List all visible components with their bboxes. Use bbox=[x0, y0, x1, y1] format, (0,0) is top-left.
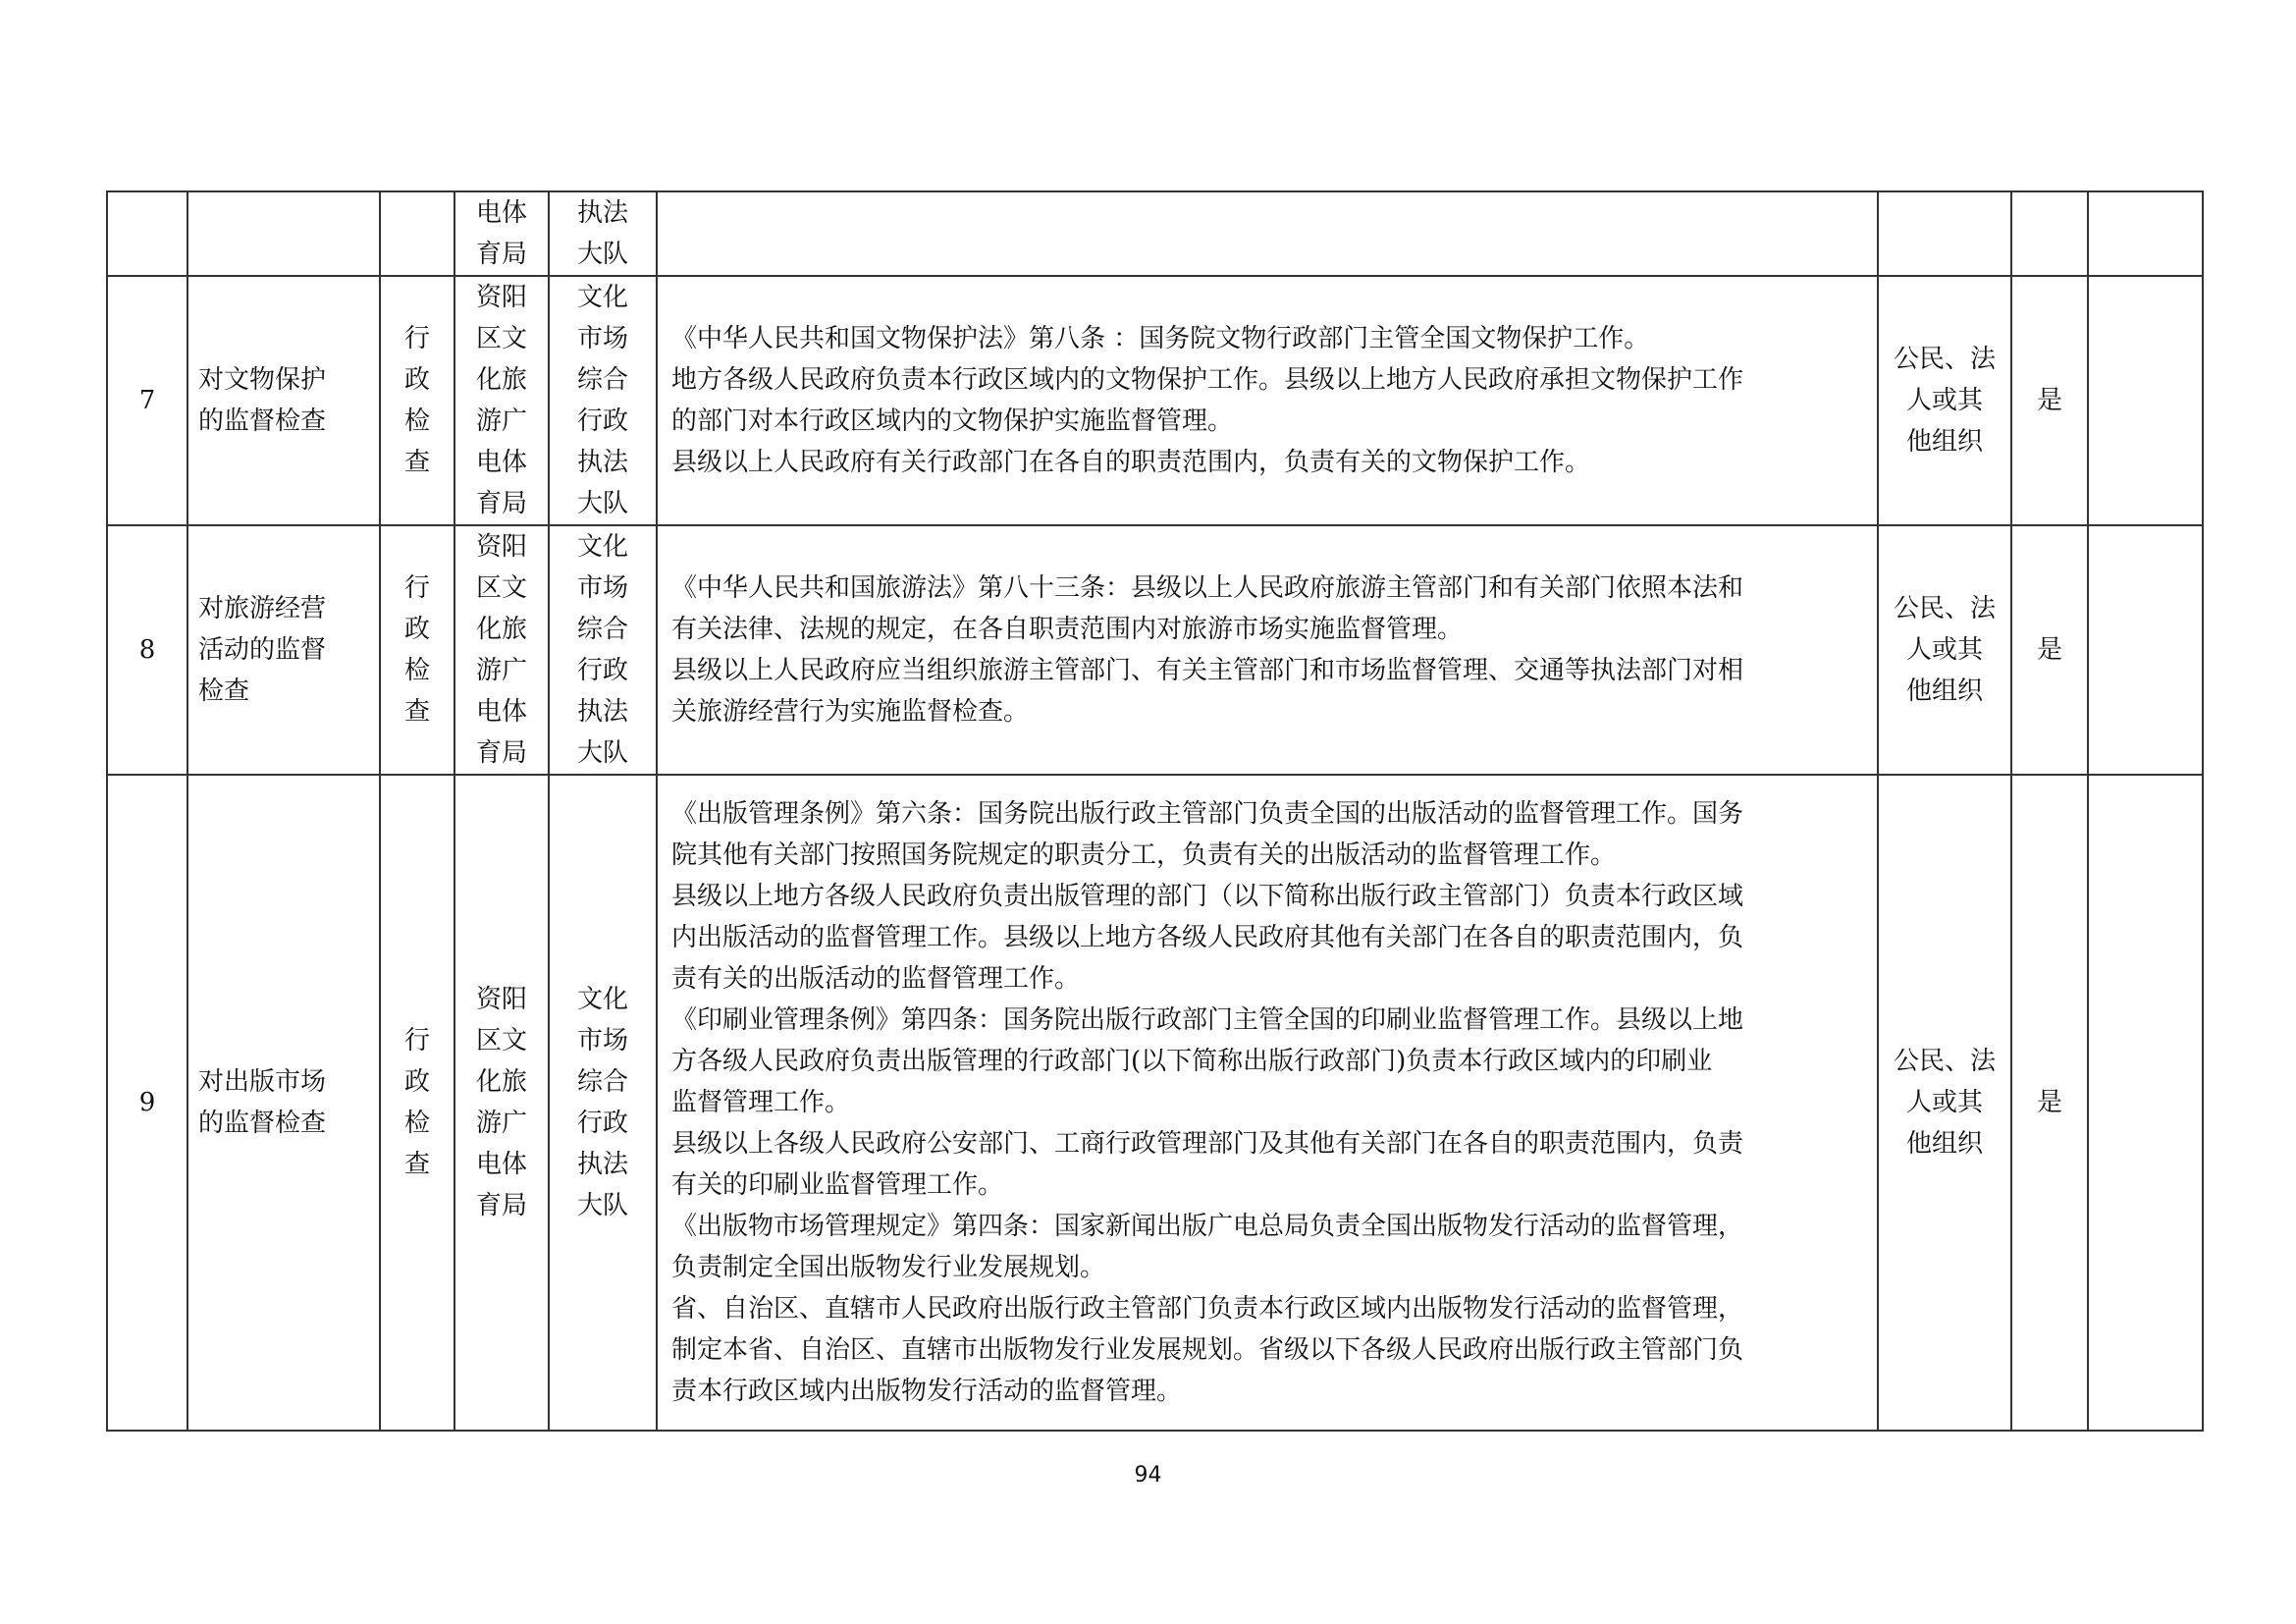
dept-line: 育局 bbox=[475, 489, 527, 518]
target-object bbox=[1878, 276, 2011, 525]
item-name-line: 检查 bbox=[198, 677, 250, 706]
target-object bbox=[1878, 525, 2011, 775]
cell-basis bbox=[657, 191, 1878, 276]
cell-dept bbox=[454, 191, 549, 276]
legal-basis bbox=[657, 276, 1878, 525]
cell-object bbox=[1878, 191, 2011, 276]
basis-line: 《中华人民共和国旅游法》第八十三条：县级以上人民政府旅游主管部门和有关部门依照本法和 bbox=[671, 573, 1744, 603]
cell-flag bbox=[2011, 191, 2088, 276]
basis-line: 县级以上人民政府应当组织旅游主管部门、有关主管部门和市场监督管理、交通等执法部门对相 bbox=[671, 656, 1744, 685]
object-line: 他组织 bbox=[1905, 1129, 1983, 1159]
exec-line: 行政 bbox=[576, 406, 628, 436]
basis-line: 县级以上地方各级人民政府负责出版管理的部门（以下简称出版行政主管部门）负责本行政区域 bbox=[671, 882, 1744, 911]
exec-line: 执法 bbox=[576, 198, 628, 228]
exec-line: 行政 bbox=[576, 656, 628, 685]
dept-line: 资阳 bbox=[475, 532, 527, 562]
dept-line: 育局 bbox=[475, 240, 527, 269]
implementing-dept bbox=[454, 525, 549, 775]
implementing-dept bbox=[454, 276, 549, 525]
basis-line: 内出版活动的监督管理工作。县级以上地方各级人民政府其他有关部门在各自的职责范围内，负 bbox=[671, 923, 1744, 952]
basis-line: 方各级人民政府负责出版管理的行政部门(以下简称出版行政部门)负责本行政区域内的印刷业 bbox=[671, 1047, 1713, 1076]
row-number: 9 bbox=[107, 775, 187, 1431]
dept-line: 游广 bbox=[475, 406, 527, 436]
cell-exec bbox=[549, 191, 657, 276]
enforcement-unit bbox=[549, 276, 657, 525]
basis-line: 责有关的出版活动的监督管理工作。 bbox=[671, 964, 1081, 994]
basis-line: 《出版物市场管理规定》第四条：国家新闻出版广电总局负责全国出版物发行活动的监督管理， bbox=[671, 1212, 1744, 1241]
legal-basis bbox=[657, 775, 1878, 1431]
dept-line: 区文 bbox=[475, 573, 527, 603]
basis-line: 《出版管理条例》第六条：国务院出版行政主管部门负责全国的出版活动的监督管理工作。国务 bbox=[671, 799, 1744, 829]
implementing-dept bbox=[454, 775, 549, 1431]
item-name bbox=[187, 775, 380, 1431]
exec-line: 大队 bbox=[576, 1191, 628, 1220]
dept-line: 化旅 bbox=[475, 615, 527, 644]
basis-line: 省、自治区、直辖市人民政府出版行政主管部门负责本行政区域内出版物发行活动的监督管理， bbox=[671, 1294, 1744, 1324]
cell-name bbox=[187, 191, 380, 276]
inspection-table bbox=[106, 190, 2204, 1432]
type-char: 行 bbox=[403, 324, 430, 353]
dept-line: 资阳 bbox=[475, 283, 527, 312]
type-char: 查 bbox=[403, 448, 430, 477]
exec-line: 执法 bbox=[576, 1150, 628, 1179]
basis-line: 负责制定全国出版物发行业发展规划。 bbox=[671, 1253, 1106, 1282]
basis-line: 有关的印刷业监督管理工作。 bbox=[671, 1170, 1004, 1200]
exec-line: 文化 bbox=[576, 283, 628, 312]
row-number: 7 bbox=[107, 276, 187, 525]
enforcement-unit bbox=[549, 775, 657, 1431]
item-name-line: 的监督检查 bbox=[198, 406, 327, 436]
flag-cell: 是 bbox=[2011, 525, 2088, 775]
item-name-line: 对出版市场 bbox=[198, 1067, 327, 1097]
basis-line: 地方各级人民政府负责本行政区域内的文物保护工作。县级以上地方人民政府承担文物保护工作 bbox=[671, 365, 1744, 395]
remark-cell bbox=[2088, 276, 2203, 525]
table-row bbox=[107, 525, 2203, 775]
item-name-line: 的监督检查 bbox=[198, 1109, 327, 1138]
exec-line: 大队 bbox=[576, 240, 628, 269]
page-number: 94 bbox=[1134, 1463, 1162, 1488]
object-line: 他组织 bbox=[1905, 677, 1983, 706]
dept-line: 化旅 bbox=[475, 365, 527, 395]
basis-line: 县级以上人民政府有关行政部门在各自的职责范围内，负责有关的文物保护工作。 bbox=[671, 448, 1591, 477]
exec-line: 执法 bbox=[576, 448, 628, 477]
table-row bbox=[107, 775, 2203, 1431]
dept-line: 资阳 bbox=[475, 985, 527, 1014]
object-line: 公民、法 bbox=[1893, 345, 1996, 374]
dept-line: 游广 bbox=[475, 1109, 527, 1138]
type-char: 检 bbox=[403, 1109, 430, 1138]
type-char: 政 bbox=[403, 1067, 430, 1097]
item-name bbox=[187, 525, 380, 775]
target-object bbox=[1878, 775, 2011, 1431]
exec-line: 文化 bbox=[576, 532, 628, 562]
dept-line: 育局 bbox=[475, 1191, 527, 1220]
object-line: 人或其 bbox=[1905, 635, 1983, 665]
dept-line: 区文 bbox=[475, 324, 527, 353]
item-name-line: 对文物保护 bbox=[198, 365, 327, 395]
remark-cell bbox=[2088, 525, 2203, 775]
cell-remark bbox=[2088, 191, 2203, 276]
row-number: 8 bbox=[107, 525, 187, 775]
cell-type bbox=[380, 191, 454, 276]
basis-line: 有关法律、法规的规定，在各自职责范围内对旅游市场实施监督管理。 bbox=[671, 615, 1464, 644]
object-line: 他组织 bbox=[1905, 427, 1983, 457]
dept-line: 电体 bbox=[475, 448, 527, 477]
exec-line: 市场 bbox=[576, 1026, 628, 1056]
type-char: 政 bbox=[403, 615, 430, 644]
cell-no bbox=[107, 191, 187, 276]
basis-line: 《印刷业管理条例》第四条：国务院出版行政部门主管全国的印刷业监督管理工作。县级以上地 bbox=[671, 1005, 1744, 1035]
item-type bbox=[380, 775, 454, 1431]
exec-line: 市场 bbox=[576, 573, 628, 603]
legal-basis bbox=[657, 525, 1878, 775]
item-type bbox=[380, 276, 454, 525]
exec-line: 大队 bbox=[576, 489, 628, 518]
dept-line: 电体 bbox=[475, 697, 527, 727]
dept-line: 电体 bbox=[475, 1150, 527, 1179]
basis-line: 县级以上各级人民政府公安部门、工商行政管理部门及其他有关部门在各自的职责范围内，负责 bbox=[671, 1129, 1744, 1159]
flag-cell: 是 bbox=[2011, 276, 2088, 525]
exec-line: 综合 bbox=[576, 365, 628, 395]
remark-cell bbox=[2088, 775, 2203, 1431]
item-name-line: 活动的监督 bbox=[198, 635, 327, 665]
type-char: 政 bbox=[403, 365, 430, 395]
dept-line: 育局 bbox=[475, 738, 527, 768]
dept-line: 电体 bbox=[475, 198, 527, 228]
basis-line: 院其他有关部门按照国务院规定的职责分工，负责有关的出版活动的监督管理工作。 bbox=[671, 840, 1617, 870]
exec-line: 执法 bbox=[576, 697, 628, 727]
exec-line: 综合 bbox=[576, 1067, 628, 1097]
basis-line: 的部门对本行政区域内的文物保护实施监督管理。 bbox=[671, 406, 1234, 436]
type-char: 检 bbox=[403, 656, 430, 685]
object-line: 公民、法 bbox=[1893, 1047, 1996, 1076]
basis-line: 关旅游经营行为实施监督检查。 bbox=[671, 697, 1030, 727]
type-char: 检 bbox=[403, 406, 430, 436]
exec-line: 文化 bbox=[576, 985, 628, 1014]
exec-line: 市场 bbox=[576, 324, 628, 353]
continuation-row bbox=[107, 191, 2203, 276]
type-char: 行 bbox=[403, 573, 430, 603]
object-line: 公民、法 bbox=[1893, 594, 1996, 623]
type-char: 行 bbox=[403, 1026, 430, 1056]
table-row bbox=[107, 276, 2203, 525]
dept-line: 区文 bbox=[475, 1026, 527, 1056]
enforcement-unit bbox=[549, 525, 657, 775]
flag-cell: 是 bbox=[2011, 775, 2088, 1431]
basis-line: 制定本省、自治区、直辖市出版物发行业发展规划。省级以下各级人民政府出版行政主管部门负 bbox=[671, 1335, 1744, 1365]
dept-line: 游广 bbox=[475, 656, 527, 685]
item-type bbox=[380, 525, 454, 775]
item-name-line: 对旅游经营 bbox=[198, 594, 327, 623]
basis-line: 《中华人民共和国文物保护法》第八条 ：国务院文物行政部门主管全国文物保护工作。 bbox=[671, 324, 1650, 353]
object-line: 人或其 bbox=[1905, 386, 1983, 415]
exec-line: 综合 bbox=[576, 615, 628, 644]
type-char: 查 bbox=[403, 697, 430, 727]
item-name bbox=[187, 276, 380, 525]
exec-line: 大队 bbox=[576, 738, 628, 768]
dept-line: 化旅 bbox=[475, 1067, 527, 1097]
basis-line: 责本行政区域内出版物发行活动的监督管理。 bbox=[671, 1377, 1183, 1406]
exec-line: 行政 bbox=[576, 1109, 628, 1138]
basis-line: 监督管理工作。 bbox=[671, 1088, 851, 1117]
object-line: 人或其 bbox=[1905, 1088, 1983, 1117]
type-char: 查 bbox=[403, 1150, 430, 1179]
